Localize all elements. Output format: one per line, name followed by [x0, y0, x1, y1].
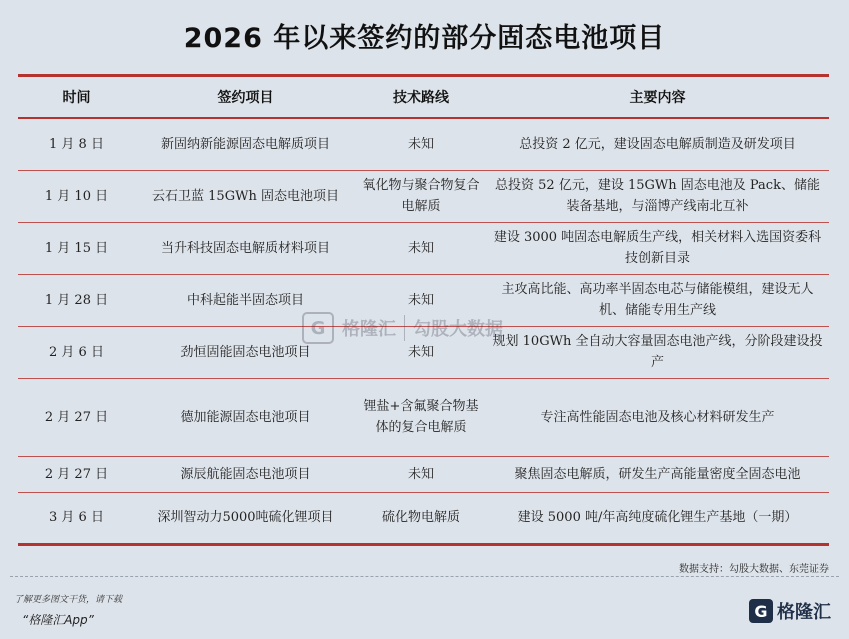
table-row: [18, 170, 829, 222]
cell-content: 建设 5000 吨/年高纯度硫化锂生产基地（一期）: [517, 510, 798, 525]
cell-tech: 硫化物电解质: [381, 510, 460, 525]
brand-name: 格隆汇: [777, 602, 831, 623]
footer-divider: [10, 576, 839, 577]
brand: [749, 597, 831, 625]
table-row: [18, 492, 829, 544]
cell-date: 1 月 28 日: [18, 274, 135, 326]
cell-date: 2 月 27 日: [18, 378, 135, 456]
cell-tech: 未知: [356, 326, 486, 378]
watermark-divider: [404, 315, 405, 341]
watermark: [302, 312, 503, 344]
header-tech: 技术路线: [356, 76, 486, 119]
projects-table: [18, 74, 829, 546]
cell-content: 总投资 2 亿元，建设固态电解质制造及研发项目: [486, 118, 829, 170]
cell-project: 新固纳新能源固态电解质项目: [135, 118, 356, 170]
cell-project: 德加能源固态电池项目: [135, 378, 356, 456]
cell-date: 1 月 8 日: [18, 118, 135, 170]
cell-tech: 未知: [356, 222, 486, 274]
watermark-logo-icon: G: [302, 312, 334, 344]
brand-logo-icon: G: [749, 599, 773, 623]
cell-project: 深圳智动力5000吨硫化锂项目: [157, 510, 334, 525]
cell-content: 建设 3000 吨固态电解质生产线，相关材料入选国资委科技创新目录: [486, 222, 829, 274]
header-content: 主要内容: [486, 76, 829, 119]
cell-content: 专注高性能固态电池及核心材料研发生产: [486, 378, 829, 456]
header-project: 签约项目: [135, 76, 356, 119]
watermark-name: 格隆汇: [342, 319, 396, 340]
watermark-name-secondary: 勾股大数据: [413, 319, 503, 340]
cell-tech: 氧化物与聚合物复合电解质: [356, 170, 486, 222]
cell-tech: 锂盐+含氟聚合物基体的复合电解质: [356, 378, 486, 456]
table-row: [18, 118, 829, 170]
cell-content: 规划 10GWh 全自动大容量固态电池产线，分阶段建设投产: [486, 326, 829, 378]
table-row: [18, 222, 829, 274]
cell-project: 云石卫蓝 15GWh 固态电池项目: [135, 170, 356, 222]
cell-content: 总投资 52 亿元，建设 15GWh 固态电池及 Pack、储能装备基地，与淄博产线南北互补: [486, 170, 829, 222]
cell-date: 2 月 6 日: [18, 326, 135, 378]
cell-date: 1 月 15 日: [18, 222, 135, 274]
page-title: 2026 年以来签约的部分固态电池项目: [183, 23, 666, 54]
cell-date: 3 月 6 日: [49, 510, 104, 525]
data-source: 数据支持：勾股大数据、东莞证券: [679, 564, 829, 575]
table-header-row: [18, 76, 829, 119]
app-name: “格隆汇App”: [22, 613, 94, 627]
table-row: [18, 378, 829, 456]
cell-date: 1 月 10 日: [18, 170, 135, 222]
cell-content: 聚焦固态电解质，研发生产高能量密度全固态电池: [486, 456, 829, 492]
cell-tech: 未知: [356, 118, 486, 170]
cell-project: 源辰航能固态电池项目: [135, 456, 356, 492]
cell-content: 主攻高比能、高功率半固态电芯与储能模组，建设无人机、储能专用生产线: [486, 274, 829, 326]
cell-tech: 未知: [356, 274, 486, 326]
cell-project: 劲恒固能固态电池项目: [135, 326, 356, 378]
cell-project: 中科起能半固态项目: [135, 274, 356, 326]
cell-date: 2 月 27 日: [18, 456, 135, 492]
cell-project: 当升科技固态电解质材料项目: [135, 222, 356, 274]
download-hint: 了解更多图文干货，请下载: [14, 595, 123, 605]
table-row: [18, 456, 829, 492]
header-date: 时间: [18, 76, 135, 119]
cell-tech: 未知: [356, 456, 486, 492]
